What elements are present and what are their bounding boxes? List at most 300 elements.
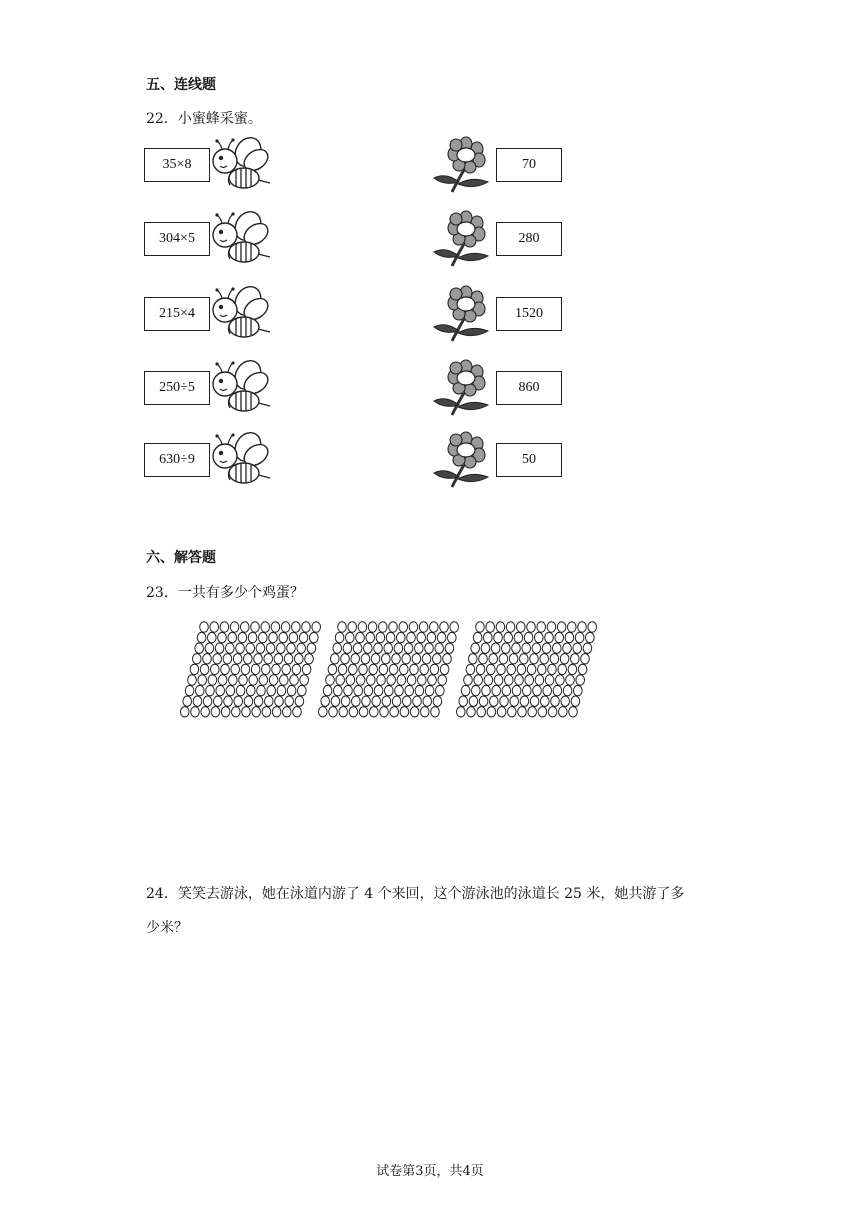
egg-icon (208, 675, 217, 685)
egg-icon (581, 654, 590, 664)
egg-icon (390, 707, 399, 717)
egg-icon (181, 707, 190, 717)
egg-icon (269, 675, 278, 685)
egg-icon (299, 632, 308, 642)
egg-icon (221, 707, 230, 717)
egg-icon (292, 664, 301, 674)
egg-icon (248, 632, 257, 642)
egg-icon (507, 664, 516, 674)
egg-icon (560, 654, 569, 664)
egg-icon (379, 664, 388, 674)
egg-icon (404, 643, 413, 653)
egg-icon (523, 685, 532, 695)
egg-icon (349, 707, 358, 717)
egg-icon (319, 707, 328, 717)
egg-icon (418, 675, 427, 685)
egg-icon (221, 664, 230, 674)
egg-icon (457, 707, 466, 717)
egg-icon (275, 696, 284, 706)
egg-icon (331, 654, 340, 664)
egg-icon (246, 643, 255, 653)
egg-icon (450, 622, 459, 632)
egg-icon (497, 707, 506, 717)
egg-icon (307, 643, 316, 653)
egg-icon (419, 622, 428, 632)
egg-icon (208, 632, 217, 642)
egg-icon (371, 654, 380, 664)
egg-icon (583, 643, 592, 653)
egg-icon (394, 643, 403, 653)
bee-icon (208, 359, 272, 417)
egg-icon (518, 707, 527, 717)
egg-icon (427, 632, 436, 642)
egg-icon (257, 685, 266, 695)
egg-icon (472, 685, 481, 695)
egg-icon (200, 622, 209, 632)
egg-icon (422, 654, 431, 664)
egg-icon (361, 654, 370, 664)
egg-icon (234, 696, 243, 706)
egg-icon (312, 622, 321, 632)
egg-group (181, 622, 321, 717)
egg-icon (259, 675, 268, 685)
egg-icon (338, 664, 347, 674)
egg-icon (571, 696, 580, 706)
egg-icon (364, 685, 373, 695)
egg-icon (266, 643, 275, 653)
egg-icon (298, 685, 307, 695)
egg-icon (403, 696, 412, 706)
egg-icon (254, 696, 263, 706)
egg-icon (292, 622, 301, 632)
egg-icon (271, 622, 280, 632)
egg-icon (267, 685, 276, 695)
egg-icon (289, 632, 298, 642)
egg-icon (385, 685, 394, 695)
egg-icon (305, 654, 314, 664)
egg-icon (502, 643, 511, 653)
egg-icon (376, 632, 385, 642)
answer-box[interactable]: 280 (496, 222, 562, 256)
expression-box[interactable]: 215×4 (144, 297, 210, 331)
egg-icon (563, 643, 572, 653)
egg-icon (228, 632, 237, 642)
egg-icon (466, 664, 475, 674)
egg-icon (251, 622, 260, 632)
egg-icon (284, 654, 293, 664)
flower-icon (432, 431, 492, 489)
egg-icon (335, 632, 344, 642)
egg-icon (430, 664, 439, 674)
egg-icon (545, 632, 554, 642)
egg-icon (400, 707, 409, 717)
egg-icon (264, 654, 273, 664)
egg-icon (553, 685, 562, 695)
egg-icon (369, 664, 378, 674)
egg-icon (508, 707, 517, 717)
egg-icon (214, 696, 223, 706)
egg-icon (561, 696, 570, 706)
egg-icon (359, 707, 368, 717)
egg-icon (527, 622, 536, 632)
egg-icon (415, 643, 424, 653)
egg-icon (530, 696, 539, 706)
egg-icon (494, 675, 503, 685)
egg-icon (397, 632, 406, 642)
flower-icon (432, 359, 492, 417)
egg-icon (440, 622, 449, 632)
egg-icon (522, 643, 531, 653)
egg-icon (397, 675, 406, 685)
egg-icon (244, 654, 253, 664)
egg-icon (241, 622, 250, 632)
egg-icon (533, 685, 542, 695)
egg-icon (377, 675, 386, 685)
egg-icon (445, 643, 454, 653)
egg-icon (283, 707, 292, 717)
egg-icon (356, 632, 365, 642)
egg-icon (481, 643, 490, 653)
egg-icon (374, 685, 383, 695)
egg-icon (514, 632, 523, 642)
egg-icon (517, 664, 526, 674)
egg-icon (279, 632, 288, 642)
egg-icon (329, 707, 338, 717)
egg-icon (428, 675, 437, 685)
egg-icon (563, 685, 572, 695)
egg-icon (407, 675, 416, 685)
egg-icon (328, 664, 337, 674)
egg-icon (269, 632, 278, 642)
egg-icon (477, 707, 486, 717)
egg-icon (285, 696, 294, 706)
section-five-title: 五、连线题 (146, 77, 216, 93)
egg-icon (537, 622, 546, 632)
egg-icon (272, 707, 281, 717)
egg-icon (331, 696, 340, 706)
egg-icon (211, 707, 220, 717)
egg-icon (302, 664, 311, 674)
egg-icon (336, 675, 345, 685)
answer-box[interactable]: 70 (496, 148, 562, 182)
egg-icon (528, 707, 537, 717)
egg-icon (205, 643, 214, 653)
egg-icon (538, 707, 547, 717)
egg-icon (535, 675, 544, 685)
egg-icon (354, 685, 363, 695)
egg-icon (374, 643, 383, 653)
egg-icon (420, 664, 429, 674)
egg-icon (459, 696, 468, 706)
egg-icon (193, 696, 202, 706)
egg-icon (353, 643, 362, 653)
egg-icon (400, 664, 409, 674)
egg-icon (382, 696, 391, 706)
egg-icon (530, 654, 539, 664)
egg-icon (343, 643, 352, 653)
egg-icon (504, 632, 513, 642)
egg-icon (372, 696, 381, 706)
egg-icon (571, 654, 580, 664)
egg-icon (236, 643, 245, 653)
egg-icon (532, 643, 541, 653)
question-22-text: 22．小蜜蜂采蜜。 (146, 111, 262, 127)
egg-icon (206, 685, 215, 695)
flower-icon (432, 285, 492, 343)
egg-icon (247, 685, 256, 695)
egg-icon (218, 632, 227, 642)
egg-icon (226, 643, 235, 653)
egg-icon (538, 664, 547, 674)
egg-icon (223, 654, 232, 664)
egg-icon (476, 622, 485, 632)
egg-icon (231, 664, 240, 674)
egg-icon (535, 632, 544, 642)
egg-icon (500, 696, 509, 706)
section-six-title: 六、解答题 (146, 550, 216, 566)
egg-icon (261, 622, 270, 632)
egg-icon (249, 675, 258, 685)
egg-icon (259, 632, 268, 642)
egg-icon (525, 675, 534, 685)
egg-icon (295, 654, 304, 664)
egg-icon (499, 654, 508, 664)
egg-icon (410, 664, 419, 674)
egg-icon (293, 707, 302, 717)
egg-icon (520, 696, 529, 706)
egg-icon (281, 622, 290, 632)
egg-icon (484, 632, 493, 642)
egg-icon (461, 685, 470, 695)
egg-icon (469, 654, 478, 664)
flower-icon (432, 136, 492, 194)
egg-icon (213, 654, 222, 664)
egg-icon (280, 675, 289, 685)
egg-group (457, 622, 597, 717)
egg-icon (412, 654, 421, 664)
egg-icon (389, 664, 398, 674)
answer-box[interactable]: 860 (496, 371, 562, 405)
egg-icon (195, 643, 204, 653)
egg-icon (497, 664, 506, 674)
egg-icon (486, 622, 495, 632)
egg-icon (339, 707, 348, 717)
egg-icon (407, 632, 416, 642)
egg-icon (241, 664, 250, 674)
egg-icon (555, 632, 564, 642)
egg-icon (197, 632, 206, 642)
egg-groups-illustration (180, 618, 610, 726)
egg-icon (242, 707, 251, 717)
bee-icon (208, 285, 272, 343)
egg-icon (487, 707, 496, 717)
expression-box[interactable]: 35×8 (144, 148, 210, 182)
egg-icon (471, 643, 480, 653)
egg-icon (573, 643, 582, 653)
egg-icon (379, 622, 388, 632)
egg-icon (437, 632, 446, 642)
egg-icon (256, 643, 265, 653)
egg-icon (341, 654, 350, 664)
egg-icon (200, 664, 209, 674)
answer-box[interactable]: 50 (496, 443, 562, 477)
egg-icon (392, 654, 401, 664)
egg-icon (494, 632, 503, 642)
egg-icon (341, 696, 350, 706)
egg-icon (482, 685, 491, 695)
egg-icon (346, 675, 355, 685)
egg-icon (364, 643, 373, 653)
egg-icon (334, 685, 343, 695)
egg-icon (226, 685, 235, 695)
egg-icon (568, 622, 577, 632)
egg-icon (193, 654, 202, 664)
egg-icon (448, 632, 457, 642)
egg-icon (188, 675, 197, 685)
answer-box[interactable]: 1520 (496, 297, 562, 331)
egg-icon (218, 675, 227, 685)
egg-icon (252, 707, 261, 717)
egg-icon (512, 685, 521, 695)
egg-icon (265, 696, 274, 706)
egg-icon (310, 632, 319, 642)
egg-icon (491, 643, 500, 653)
egg-icon (559, 707, 568, 717)
egg-icon (586, 632, 595, 642)
egg-icon (469, 696, 478, 706)
egg-icon (517, 622, 526, 632)
egg-icon (520, 654, 529, 664)
egg-icon (203, 654, 212, 664)
egg-icon (392, 696, 401, 706)
egg-icon (405, 685, 414, 695)
egg-icon (367, 675, 376, 685)
egg-icon (274, 654, 283, 664)
egg-icon (356, 675, 365, 685)
egg-icon (542, 643, 551, 653)
egg-icon (492, 685, 501, 695)
egg-icon (464, 675, 473, 685)
egg-icon (540, 654, 549, 664)
egg-icon (239, 675, 248, 685)
egg-icon (216, 685, 225, 695)
egg-icon (431, 707, 440, 717)
egg-icon (201, 707, 210, 717)
egg-icon (421, 707, 430, 717)
egg-icon (358, 622, 367, 632)
egg-icon (435, 643, 444, 653)
egg-icon (262, 707, 271, 717)
question-24-line2: 少米？ (146, 920, 188, 936)
egg-icon (588, 622, 597, 632)
egg-icon (502, 685, 511, 695)
page-footer: 试卷第3页，共4页 (376, 1164, 484, 1179)
bee-icon (208, 431, 272, 489)
egg-icon (548, 664, 557, 674)
egg-icon (565, 632, 574, 642)
egg-icon (409, 622, 418, 632)
egg-icon (368, 622, 377, 632)
egg-icon (524, 632, 533, 642)
egg-icon (541, 696, 550, 706)
egg-icon (430, 622, 439, 632)
expression-box[interactable]: 304×5 (144, 222, 210, 256)
egg-icon (233, 654, 242, 664)
egg-icon (425, 685, 434, 695)
egg-icon (190, 664, 199, 674)
egg-icon (505, 675, 514, 685)
egg-icon (277, 685, 286, 695)
egg-icon (282, 664, 291, 674)
egg-icon (333, 643, 342, 653)
egg-icon (433, 654, 442, 664)
egg-icon (506, 622, 515, 632)
egg-icon (295, 696, 304, 706)
egg-icon (290, 675, 299, 685)
egg-icon (479, 654, 488, 664)
egg-icon (287, 643, 296, 653)
egg-icon (515, 675, 524, 685)
egg-icon (576, 675, 585, 685)
question-23-text: 23．一共有多少个鸡蛋？ (146, 585, 304, 601)
egg-icon (438, 675, 447, 685)
egg-icon (185, 685, 194, 695)
egg-icon (558, 664, 567, 674)
egg-icon (238, 632, 247, 642)
egg-icon (348, 622, 357, 632)
expression-box[interactable]: 250÷5 (144, 371, 210, 405)
egg-icon (232, 707, 241, 717)
egg-icon (476, 664, 485, 674)
egg-icon (349, 664, 358, 674)
egg-icon (557, 622, 566, 632)
egg-icon (382, 654, 391, 664)
egg-icon (548, 707, 557, 717)
egg-icon (338, 622, 347, 632)
egg-icon (351, 654, 360, 664)
egg-icon (467, 707, 476, 717)
egg-icon (578, 664, 587, 674)
egg-icon (352, 696, 361, 706)
egg-icon (415, 685, 424, 695)
egg-icon (487, 664, 496, 674)
egg-icon (386, 632, 395, 642)
expression-box[interactable]: 630÷9 (144, 443, 210, 477)
egg-icon (490, 696, 499, 706)
egg-icon (254, 654, 263, 664)
egg-icon (395, 685, 404, 695)
egg-icon (229, 675, 238, 685)
egg-icon (191, 707, 200, 717)
egg-icon (196, 685, 205, 695)
egg-icon (346, 632, 355, 642)
egg-icon (440, 664, 449, 674)
egg-icon (323, 685, 332, 695)
egg-icon (509, 654, 518, 664)
bee-icon (208, 136, 272, 194)
egg-icon (512, 643, 521, 653)
egg-icon (198, 675, 207, 685)
egg-icon (244, 696, 253, 706)
egg-icon (251, 664, 260, 674)
egg-icon (425, 643, 434, 653)
egg-icon (389, 622, 398, 632)
egg-icon (366, 632, 375, 642)
egg-icon (443, 654, 452, 664)
egg-icon (300, 675, 309, 685)
egg-icon (473, 632, 482, 642)
egg-icon (302, 622, 311, 632)
